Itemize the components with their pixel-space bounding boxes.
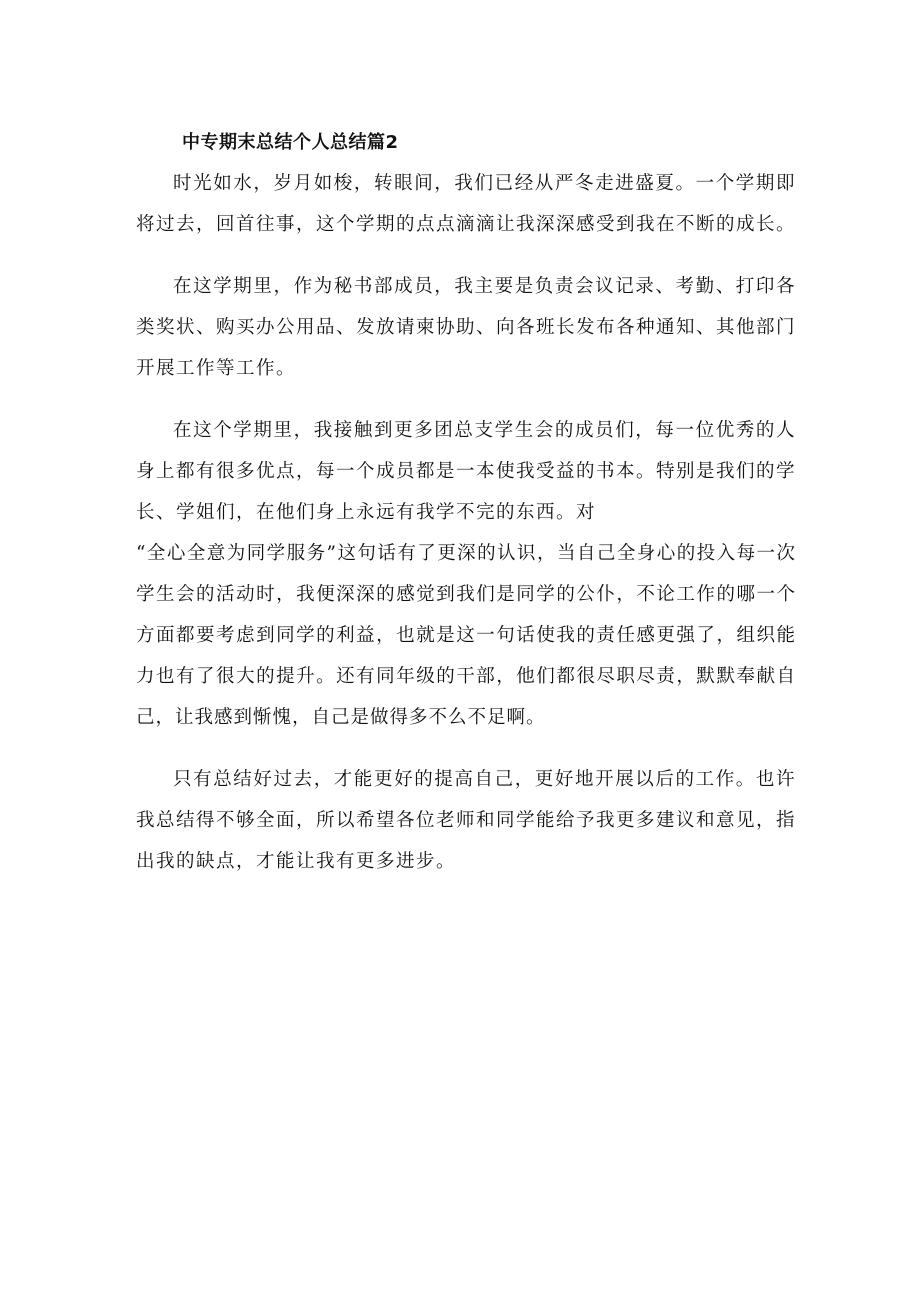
paragraph-2: 在这学期里，作为秘书部成员，我主要是负责会议记录、考勤、打印各类奖状、购买办公用品、发放请柬协助、向各班长发布各种通知、其他部门开展工作等工作。 bbox=[136, 276, 797, 379]
paragraph-4: “全心全意为同学服务”这句话有了更深的认识，当自己全身心的投入每一次学生会的活动时，我便深深的感觉到我们是同学的公仆，不论工作的哪一个方面都要考虑到同学的利益，也就是这一句话使我的责任感更强了，组织能力也有了很大的提升。还有同年级的干部，他们都很尽职尽责，默默奉献自己，让我感到惭愧，自己是做得多不么不足啊。 bbox=[136, 543, 796, 728]
paragraph-1: 时光如水，岁月如梭，转眼间，我们已经从严冬走进盛夏。一个学期即将过去，回首往事，这个学期的点点滴滴让我深深感受到我在不断的成长。 bbox=[136, 173, 797, 235]
document-title: 中专期末总结个人总结篇2 bbox=[182, 132, 399, 153]
document-body bbox=[136, 163, 796, 903]
paragraph-5: 只有总结好过去，才能更好的提高自己，更好地开展以后的工作。也许我总结得不够全面，所以希望各位老师和同学能给予我更多建议和意见，指出我的缺点，才能让我有更多进步。 bbox=[136, 769, 797, 872]
paragraph-3: 在这个学期里，我接触到更多团总支学生会的成员们，每一位优秀的人身上都有很多优点，每一个成员都是一本使我受益的书本。特别是我们的学长、学姐们，在他们身上永远有我学不完的东西。对 bbox=[136, 420, 797, 523]
